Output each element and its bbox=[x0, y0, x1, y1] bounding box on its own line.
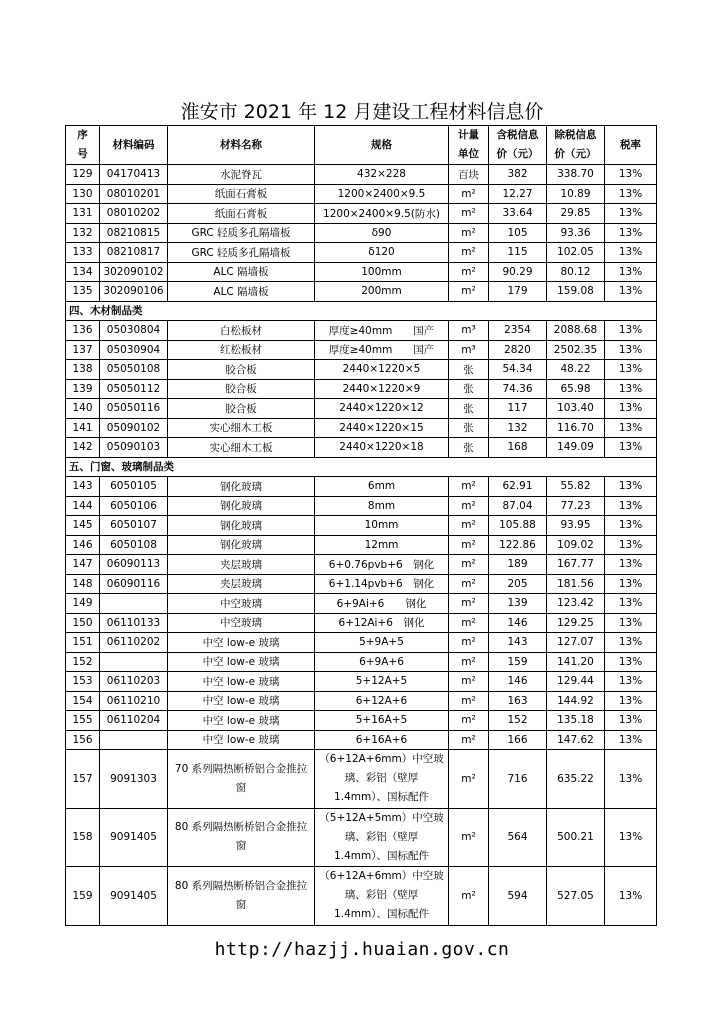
cell-seq: 157 bbox=[66, 750, 100, 809]
cell-unit: m² bbox=[449, 652, 489, 672]
table-row bbox=[66, 652, 657, 672]
cell-tax-included: 122.86 bbox=[489, 535, 547, 555]
cell-name: 红松板材 bbox=[168, 340, 315, 360]
cell-code: 06110203 bbox=[100, 672, 168, 692]
cell-code: 06090116 bbox=[100, 574, 168, 594]
cell-tax-included: 168 bbox=[489, 438, 547, 458]
cell-tax-excluded: 2502.35 bbox=[547, 340, 605, 360]
cell-rate: 13% bbox=[605, 613, 657, 633]
cell-spec: （5+12A+5mm）中空玻璃、彩铝（壁厚 1.4mm）、国标配件 bbox=[315, 808, 449, 867]
cell-name: 中空 low-e 玻璃 bbox=[168, 672, 315, 692]
cell-rate: 13% bbox=[605, 321, 657, 341]
cell-seq: 154 bbox=[66, 691, 100, 711]
cell-tax-included: 62.91 bbox=[489, 477, 547, 497]
cell-code: 05090102 bbox=[100, 418, 168, 438]
cell-unit: m² bbox=[449, 691, 489, 711]
cell-spec: 2440×1220×18 bbox=[315, 438, 449, 458]
cell-rate: 13% bbox=[605, 808, 657, 867]
cell-tax-excluded: 93.95 bbox=[547, 516, 605, 536]
cell-name: 纸面石膏板 bbox=[168, 204, 315, 224]
header-name: 材料名称 bbox=[168, 126, 315, 165]
cell-name: 中空玻璃 bbox=[168, 594, 315, 614]
cell-seq: 135 bbox=[66, 282, 100, 302]
section-row bbox=[66, 457, 657, 477]
cell-rate: 13% bbox=[605, 282, 657, 302]
table-row bbox=[66, 711, 657, 731]
cell-tax-excluded: 141.20 bbox=[547, 652, 605, 672]
table-body bbox=[66, 165, 657, 926]
cell-seq: 129 bbox=[66, 165, 100, 185]
cell-seq: 152 bbox=[66, 652, 100, 672]
cell-spec: 2440×1220×9 bbox=[315, 379, 449, 399]
cell-code: 05030804 bbox=[100, 321, 168, 341]
cell-code: 6050108 bbox=[100, 535, 168, 555]
table-row bbox=[66, 574, 657, 594]
cell-tax-included: 146 bbox=[489, 613, 547, 633]
header-tax-rate: 税率 bbox=[605, 126, 657, 165]
cell-code: 9091303 bbox=[100, 750, 168, 809]
cell-tax-excluded: 102.05 bbox=[547, 243, 605, 263]
cell-rate: 13% bbox=[605, 672, 657, 692]
cell-name: ALC 隔墙板 bbox=[168, 262, 315, 282]
table-row bbox=[66, 730, 657, 750]
cell-seq: 141 bbox=[66, 418, 100, 438]
table-row bbox=[66, 360, 657, 380]
cell-unit: m² bbox=[449, 204, 489, 224]
cell-code: 08010202 bbox=[100, 204, 168, 224]
cell-unit: m² bbox=[449, 808, 489, 867]
cell-spec: 200mm bbox=[315, 282, 449, 302]
cell-tax-excluded: 93.36 bbox=[547, 223, 605, 243]
cell-code: 08210815 bbox=[100, 223, 168, 243]
cell-rate: 13% bbox=[605, 379, 657, 399]
cell-name: ALC 隔墙板 bbox=[168, 282, 315, 302]
cell-name: 钢化玻璃 bbox=[168, 535, 315, 555]
cell-tax-excluded: 127.07 bbox=[547, 633, 605, 653]
cell-spec: 6+0.76pvb+6 钢化 bbox=[315, 555, 449, 575]
cell-unit: m² bbox=[449, 184, 489, 204]
header-unit: 计量 单位 bbox=[449, 126, 489, 165]
cell-unit: m² bbox=[449, 574, 489, 594]
cell-name: 钢化玻璃 bbox=[168, 516, 315, 536]
cell-rate: 13% bbox=[605, 574, 657, 594]
table-row bbox=[66, 399, 657, 419]
cell-rate: 13% bbox=[605, 730, 657, 750]
cell-code: 302090106 bbox=[100, 282, 168, 302]
header-seq: 序 号 bbox=[66, 126, 100, 165]
cell-rate: 13% bbox=[605, 633, 657, 653]
cell-seq: 137 bbox=[66, 340, 100, 360]
cell-tax-included: 152 bbox=[489, 711, 547, 731]
cell-rate: 13% bbox=[605, 243, 657, 263]
cell-unit: m² bbox=[449, 243, 489, 263]
cell-unit: m² bbox=[449, 535, 489, 555]
cell-name: 白松板材 bbox=[168, 321, 315, 341]
cell-rate: 13% bbox=[605, 867, 657, 926]
cell-rate: 13% bbox=[605, 399, 657, 419]
cell-name: GRC 轻质多孔隔墙板 bbox=[168, 243, 315, 263]
cell-tax-included: 716 bbox=[489, 750, 547, 809]
cell-name: 钢化玻璃 bbox=[168, 477, 315, 497]
cell-tax-included: 2354 bbox=[489, 321, 547, 341]
cell-tax-excluded: 123.42 bbox=[547, 594, 605, 614]
table-row bbox=[66, 672, 657, 692]
table-row bbox=[66, 633, 657, 653]
table-row bbox=[66, 750, 657, 809]
header-spec: 规格 bbox=[315, 126, 449, 165]
table-row bbox=[66, 477, 657, 497]
table-row bbox=[66, 516, 657, 536]
section-row bbox=[66, 301, 657, 321]
cell-seq: 139 bbox=[66, 379, 100, 399]
cell-spec: 厚度≥40mm 国产 bbox=[315, 321, 449, 341]
cell-spec: 6mm bbox=[315, 477, 449, 497]
cell-tax-included: 74.36 bbox=[489, 379, 547, 399]
cell-seq: 138 bbox=[66, 360, 100, 380]
cell-spec: 6+1.14pvb+6 钢化 bbox=[315, 574, 449, 594]
cell-unit: 张 bbox=[449, 379, 489, 399]
cell-spec: 2440×1220×5 bbox=[315, 360, 449, 380]
cell-unit: m² bbox=[449, 555, 489, 575]
cell-spec: （6+12A+6mm）中空玻璃、彩铝（壁厚 1.4mm）、国标配件 bbox=[315, 867, 449, 926]
section-heading: 五、门窗、玻璃制品类 bbox=[66, 457, 657, 477]
cell-rate: 13% bbox=[605, 418, 657, 438]
cell-tax-included: 382 bbox=[489, 165, 547, 185]
cell-seq: 132 bbox=[66, 223, 100, 243]
cell-tax-excluded: 109.02 bbox=[547, 535, 605, 555]
cell-name: 胶合板 bbox=[168, 399, 315, 419]
cell-tax-excluded: 527.05 bbox=[547, 867, 605, 926]
cell-rate: 13% bbox=[605, 262, 657, 282]
cell-seq: 159 bbox=[66, 867, 100, 926]
cell-code: 05090103 bbox=[100, 438, 168, 458]
cell-spec: 6+12Ai+6 钢化 bbox=[315, 613, 449, 633]
cell-tax-excluded: 635.22 bbox=[547, 750, 605, 809]
cell-code: 05050116 bbox=[100, 399, 168, 419]
cell-name: 中空 low-e 玻璃 bbox=[168, 652, 315, 672]
cell-code: 04170413 bbox=[100, 165, 168, 185]
cell-tax-included: 105 bbox=[489, 223, 547, 243]
cell-rate: 13% bbox=[605, 652, 657, 672]
table-row bbox=[66, 282, 657, 302]
cell-spec: 6+12A+6 bbox=[315, 691, 449, 711]
cell-spec: 6+16A+6 bbox=[315, 730, 449, 750]
cell-spec: 10mm bbox=[315, 516, 449, 536]
cell-rate: 13% bbox=[605, 165, 657, 185]
cell-tax-included: 115 bbox=[489, 243, 547, 263]
cell-code: 06110204 bbox=[100, 711, 168, 731]
cell-spec: 432×228 bbox=[315, 165, 449, 185]
cell-tax-excluded: 129.25 bbox=[547, 613, 605, 633]
cell-seq: 145 bbox=[66, 516, 100, 536]
cell-seq: 155 bbox=[66, 711, 100, 731]
table-row bbox=[66, 223, 657, 243]
cell-seq: 148 bbox=[66, 574, 100, 594]
cell-spec: 厚度≥40mm 国产 bbox=[315, 340, 449, 360]
table-row bbox=[66, 808, 657, 867]
header-code: 材料编码 bbox=[100, 126, 168, 165]
cell-tax-excluded: 55.82 bbox=[547, 477, 605, 497]
cell-name: 中空 low-e 玻璃 bbox=[168, 633, 315, 653]
cell-tax-excluded: 77.23 bbox=[547, 496, 605, 516]
table-row bbox=[66, 418, 657, 438]
cell-spec: 2440×1220×12 bbox=[315, 399, 449, 419]
cell-tax-included: 189 bbox=[489, 555, 547, 575]
cell-name: 80 系列隔热断桥铝合金推拉窗 bbox=[168, 808, 315, 867]
cell-tax-excluded: 48.22 bbox=[547, 360, 605, 380]
cell-code: 6050105 bbox=[100, 477, 168, 497]
cell-unit: 张 bbox=[449, 399, 489, 419]
table-row bbox=[66, 340, 657, 360]
cell-rate: 13% bbox=[605, 340, 657, 360]
cell-tax-included: 12.27 bbox=[489, 184, 547, 204]
cell-unit: m³ bbox=[449, 321, 489, 341]
cell-rate: 13% bbox=[605, 516, 657, 536]
section-heading: 四、木材制品类 bbox=[66, 301, 657, 321]
cell-rate: 13% bbox=[605, 360, 657, 380]
cell-rate: 13% bbox=[605, 438, 657, 458]
table-header-row bbox=[66, 126, 657, 165]
cell-name: 实心细木工板 bbox=[168, 438, 315, 458]
cell-tax-excluded: 2088.68 bbox=[547, 321, 605, 341]
cell-seq: 133 bbox=[66, 243, 100, 263]
cell-seq: 130 bbox=[66, 184, 100, 204]
cell-spec: 5+16A+5 bbox=[315, 711, 449, 731]
cell-unit: m² bbox=[449, 496, 489, 516]
cell-code: 06110133 bbox=[100, 613, 168, 633]
cell-unit: m² bbox=[449, 867, 489, 926]
cell-name: 水泥脊瓦 bbox=[168, 165, 315, 185]
cell-unit: m² bbox=[449, 223, 489, 243]
cell-tax-excluded: 159.08 bbox=[547, 282, 605, 302]
cell-tax-included: 117 bbox=[489, 399, 547, 419]
cell-code: 9091405 bbox=[100, 808, 168, 867]
cell-code: 05050112 bbox=[100, 379, 168, 399]
cell-unit: m² bbox=[449, 262, 489, 282]
cell-seq: 151 bbox=[66, 633, 100, 653]
cell-name: 中空玻璃 bbox=[168, 613, 315, 633]
cell-code: 06110202 bbox=[100, 633, 168, 653]
cell-rate: 13% bbox=[605, 750, 657, 809]
cell-rate: 13% bbox=[605, 184, 657, 204]
price-table bbox=[65, 125, 657, 926]
cell-spec: 1200×2400×9.5 bbox=[315, 184, 449, 204]
cell-seq: 131 bbox=[66, 204, 100, 224]
cell-seq: 153 bbox=[66, 672, 100, 692]
cell-tax-included: 54.34 bbox=[489, 360, 547, 380]
cell-spec: 2440×1220×15 bbox=[315, 418, 449, 438]
cell-spec: 8mm bbox=[315, 496, 449, 516]
cell-spec: 6+9A+6 bbox=[315, 652, 449, 672]
table-row bbox=[66, 184, 657, 204]
cell-code: 05050108 bbox=[100, 360, 168, 380]
cell-tax-included: 146 bbox=[489, 672, 547, 692]
cell-tax-included: 33.64 bbox=[489, 204, 547, 224]
cell-unit: m² bbox=[449, 613, 489, 633]
table-row bbox=[66, 555, 657, 575]
cell-rate: 13% bbox=[605, 204, 657, 224]
cell-unit: 百块 bbox=[449, 165, 489, 185]
cell-seq: 143 bbox=[66, 477, 100, 497]
table-row bbox=[66, 165, 657, 185]
cell-unit: m² bbox=[449, 672, 489, 692]
cell-tax-included: 87.04 bbox=[489, 496, 547, 516]
cell-code bbox=[100, 652, 168, 672]
page-title: 淮安市 2021 年 12 月建设工程材料信息价 bbox=[180, 101, 544, 123]
cell-spec: 12mm bbox=[315, 535, 449, 555]
cell-tax-excluded: 129.44 bbox=[547, 672, 605, 692]
cell-tax-included: 163 bbox=[489, 691, 547, 711]
cell-name: 70 系列隔热断桥铝合金推拉窗 bbox=[168, 750, 315, 809]
cell-rate: 13% bbox=[605, 555, 657, 575]
table-row bbox=[66, 535, 657, 555]
cell-tax-included: 90.29 bbox=[489, 262, 547, 282]
cell-tax-excluded: 135.18 bbox=[547, 711, 605, 731]
cell-spec: 100mm bbox=[315, 262, 449, 282]
cell-name: 中空 low-e 玻璃 bbox=[168, 691, 315, 711]
table-row bbox=[66, 262, 657, 282]
cell-tax-included: 2820 bbox=[489, 340, 547, 360]
cell-code: 302090102 bbox=[100, 262, 168, 282]
cell-seq: 146 bbox=[66, 535, 100, 555]
cell-name: 80 系列隔热断桥铝合金推拉窗 bbox=[168, 867, 315, 926]
cell-unit: m² bbox=[449, 594, 489, 614]
cell-code bbox=[100, 730, 168, 750]
cell-tax-included: 179 bbox=[489, 282, 547, 302]
table-row bbox=[66, 243, 657, 263]
cell-rate: 13% bbox=[605, 691, 657, 711]
cell-seq: 147 bbox=[66, 555, 100, 575]
cell-unit: 张 bbox=[449, 438, 489, 458]
cell-rate: 13% bbox=[605, 496, 657, 516]
cell-name: GRC 轻质多孔隔墙板 bbox=[168, 223, 315, 243]
cell-name: 夹层玻璃 bbox=[168, 555, 315, 575]
cell-code: 6050106 bbox=[100, 496, 168, 516]
cell-code: 08010201 bbox=[100, 184, 168, 204]
cell-tax-excluded: 338.70 bbox=[547, 165, 605, 185]
cell-spec: 5+12A+5 bbox=[315, 672, 449, 692]
table-row bbox=[66, 496, 657, 516]
cell-spec: δ90 bbox=[315, 223, 449, 243]
cell-code bbox=[100, 594, 168, 614]
cell-name: 钢化玻璃 bbox=[168, 496, 315, 516]
cell-rate: 13% bbox=[605, 223, 657, 243]
cell-seq: 156 bbox=[66, 730, 100, 750]
table-row bbox=[66, 438, 657, 458]
cell-tax-excluded: 29.85 bbox=[547, 204, 605, 224]
cell-tax-included: 139 bbox=[489, 594, 547, 614]
cell-tax-included: 594 bbox=[489, 867, 547, 926]
cell-tax-included: 132 bbox=[489, 418, 547, 438]
cell-name: 中空 low-e 玻璃 bbox=[168, 711, 315, 731]
cell-tax-included: 159 bbox=[489, 652, 547, 672]
cell-unit: m² bbox=[449, 282, 489, 302]
cell-spec: 1200×2400×9.5(防水) bbox=[315, 204, 449, 224]
cell-tax-included: 105.88 bbox=[489, 516, 547, 536]
cell-name: 实心细木工板 bbox=[168, 418, 315, 438]
cell-rate: 13% bbox=[605, 535, 657, 555]
cell-tax-excluded: 149.09 bbox=[547, 438, 605, 458]
cell-tax-excluded: 103.40 bbox=[547, 399, 605, 419]
table-row bbox=[66, 379, 657, 399]
cell-spec: 6+9Ai+6 钢化 bbox=[315, 594, 449, 614]
cell-seq: 142 bbox=[66, 438, 100, 458]
footer-url: http://hazjj.huaian.gov.cn bbox=[214, 939, 510, 960]
cell-rate: 13% bbox=[605, 477, 657, 497]
header-tax-included-price: 含税信息 价（元） bbox=[489, 126, 547, 165]
cell-unit: m² bbox=[449, 711, 489, 731]
cell-seq: 134 bbox=[66, 262, 100, 282]
cell-name: 夹层玻璃 bbox=[168, 574, 315, 594]
cell-unit: m² bbox=[449, 750, 489, 809]
cell-tax-excluded: 144.92 bbox=[547, 691, 605, 711]
cell-unit: m² bbox=[449, 633, 489, 653]
cell-tax-excluded: 116.70 bbox=[547, 418, 605, 438]
table-row bbox=[66, 321, 657, 341]
cell-code: 6050107 bbox=[100, 516, 168, 536]
cell-seq: 149 bbox=[66, 594, 100, 614]
cell-name: 胶合板 bbox=[168, 379, 315, 399]
cell-rate: 13% bbox=[605, 594, 657, 614]
cell-tax-excluded: 147.62 bbox=[547, 730, 605, 750]
cell-tax-included: 143 bbox=[489, 633, 547, 653]
cell-unit: 张 bbox=[449, 360, 489, 380]
table-row bbox=[66, 691, 657, 711]
cell-rate: 13% bbox=[605, 711, 657, 731]
cell-tax-excluded: 80.12 bbox=[547, 262, 605, 282]
cell-unit: m³ bbox=[449, 340, 489, 360]
cell-code: 06110210 bbox=[100, 691, 168, 711]
cell-seq: 140 bbox=[66, 399, 100, 419]
cell-unit: m² bbox=[449, 730, 489, 750]
cell-tax-excluded: 65.98 bbox=[547, 379, 605, 399]
cell-name: 纸面石膏板 bbox=[168, 184, 315, 204]
cell-tax-included: 564 bbox=[489, 808, 547, 867]
cell-code: 06090113 bbox=[100, 555, 168, 575]
cell-unit: 张 bbox=[449, 418, 489, 438]
cell-unit: m² bbox=[449, 477, 489, 497]
cell-name: 中空 low-e 玻璃 bbox=[168, 730, 315, 750]
cell-tax-excluded: 181.56 bbox=[547, 574, 605, 594]
cell-spec: （6+12A+6mm）中空玻璃、彩铝（壁厚 1.4mm）、国标配件 bbox=[315, 750, 449, 809]
cell-seq: 144 bbox=[66, 496, 100, 516]
table-row bbox=[66, 594, 657, 614]
cell-tax-included: 205 bbox=[489, 574, 547, 594]
cell-seq: 136 bbox=[66, 321, 100, 341]
table-row bbox=[66, 867, 657, 926]
cell-spec: δ120 bbox=[315, 243, 449, 263]
cell-tax-included: 166 bbox=[489, 730, 547, 750]
table-row bbox=[66, 613, 657, 633]
cell-seq: 158 bbox=[66, 808, 100, 867]
cell-name: 胶合板 bbox=[168, 360, 315, 380]
cell-spec: 5+9A+5 bbox=[315, 633, 449, 653]
table-row bbox=[66, 204, 657, 224]
cell-tax-excluded: 10.89 bbox=[547, 184, 605, 204]
cell-code: 9091405 bbox=[100, 867, 168, 926]
cell-code: 05030904 bbox=[100, 340, 168, 360]
cell-tax-excluded: 500.21 bbox=[547, 808, 605, 867]
header-tax-excluded-price: 除税信息 价（元） bbox=[547, 126, 605, 165]
cell-unit: m² bbox=[449, 516, 489, 536]
cell-tax-excluded: 167.77 bbox=[547, 555, 605, 575]
cell-code: 08210817 bbox=[100, 243, 168, 263]
cell-seq: 150 bbox=[66, 613, 100, 633]
